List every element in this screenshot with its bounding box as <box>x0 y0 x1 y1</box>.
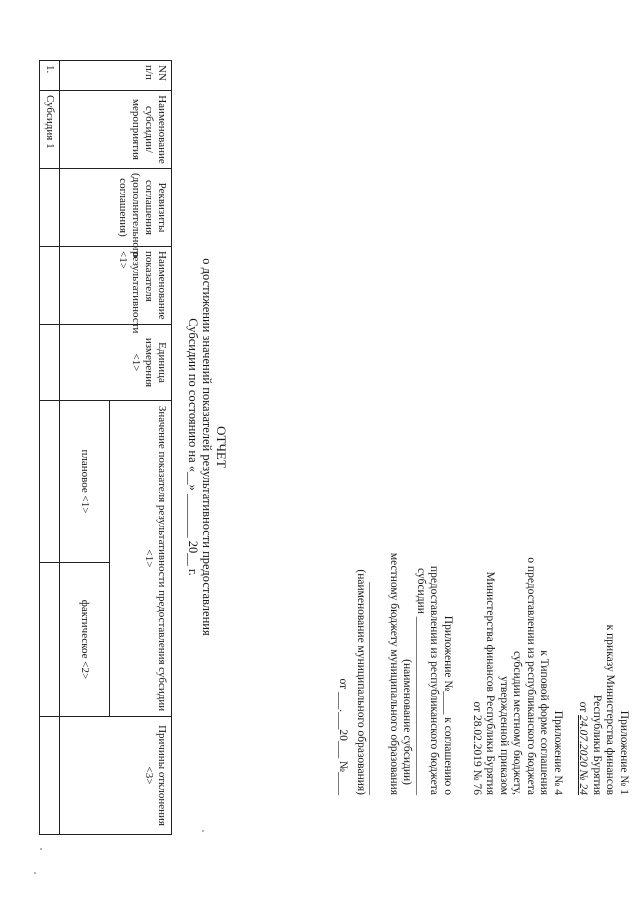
appendix-order-date: 24.07.2020 № 24 <box>577 715 590 795</box>
header-values-group: Значение показателя результативности предоставления субсидии <1> <box>110 401 172 717</box>
cell-planned <box>40 401 60 563</box>
cell-indicator <box>40 247 60 325</box>
appendix-4-line: утвержденной приказом <box>498 676 510 795</box>
appendix-4-line: к Типовой форме соглашения <box>538 650 551 795</box>
appendix-order-line: Республики Бурятия <box>591 694 603 795</box>
appendix-agreement-block <box>336 553 454 795</box>
report-table <box>39 60 172 835</box>
appendix-agreement-line: местному бюджету муниципального образования <box>388 552 400 795</box>
header-indicator: Наименование показателя результативности <1> <box>60 247 172 325</box>
cell-reasons <box>40 717 60 835</box>
appendix-agreement-line: субсидии _______________________________ <box>415 568 427 795</box>
cell-unit <box>40 325 60 401</box>
report-title-block <box>186 60 228 834</box>
header-actual: фактическое <2> <box>60 563 110 717</box>
appendix-4-line: субсидии местному бюджету, <box>511 650 524 795</box>
appendix-4-line: Министерства финансов Республики Бурятия <box>484 571 497 795</box>
header-reasons: Причины отклонения <3> <box>60 717 172 835</box>
appendix-agreement-caption: (наименование муниципального образования) <box>355 569 367 795</box>
appendix-agreement-line: от ___.___20___ №____ <box>337 678 350 795</box>
appendix-order-line: к приказу Министерства финансов <box>604 624 617 795</box>
scan-speck <box>34 872 36 874</box>
appendix-agreement-line: _____________________________________ <box>368 582 381 795</box>
scan-speck <box>40 848 42 850</box>
report-title: ОТЧЕТ <box>214 426 229 468</box>
table-header-row <box>110 61 172 835</box>
table-row <box>40 61 60 835</box>
cell-name: Субсидия 1 <box>40 91 60 169</box>
scan-speck <box>202 830 204 832</box>
appendix-agreement-caption: (наименование субсидии) <box>401 659 414 785</box>
header-unit: Единица измерения <1> <box>60 325 172 401</box>
appendix-4-block <box>470 557 565 795</box>
appendix-4-line: от 28.02.2019 № 76 <box>471 701 483 795</box>
header-nn: NN п/п <box>60 61 172 91</box>
appendix-order-line: Приложение № 1 <box>618 710 630 795</box>
header-planned: плановое <1> <box>60 401 110 563</box>
header-requisites: Реквизиты соглашения (дополнительного соглашения) <box>60 169 172 247</box>
report-date-line: Субсидии по состоянию на «__» _______ 20__ г. <box>186 318 200 576</box>
appendix-agreement-line: предоставлении из республиканского бюджета <box>428 565 441 795</box>
appendix-order-date-prefix: от <box>577 701 590 716</box>
cell-requisites <box>40 169 60 247</box>
report-subtitle: о достижении значений показателей результативности предоставления <box>200 258 214 636</box>
appendix-agreement-line: Приложение №____ к соглашению о <box>442 615 454 795</box>
appendix-order-block <box>576 625 630 795</box>
appendix-order-date-line <box>576 625 590 795</box>
header-name: Наименование субсидии/мероприятия <box>60 91 172 169</box>
cell-actual <box>40 563 60 717</box>
appendix-4-line: о предоставлении из республиканского бюджета <box>525 557 537 795</box>
appendix-4-line: Приложение № 4 <box>552 710 564 795</box>
cell-nn: 1. <box>40 61 60 91</box>
